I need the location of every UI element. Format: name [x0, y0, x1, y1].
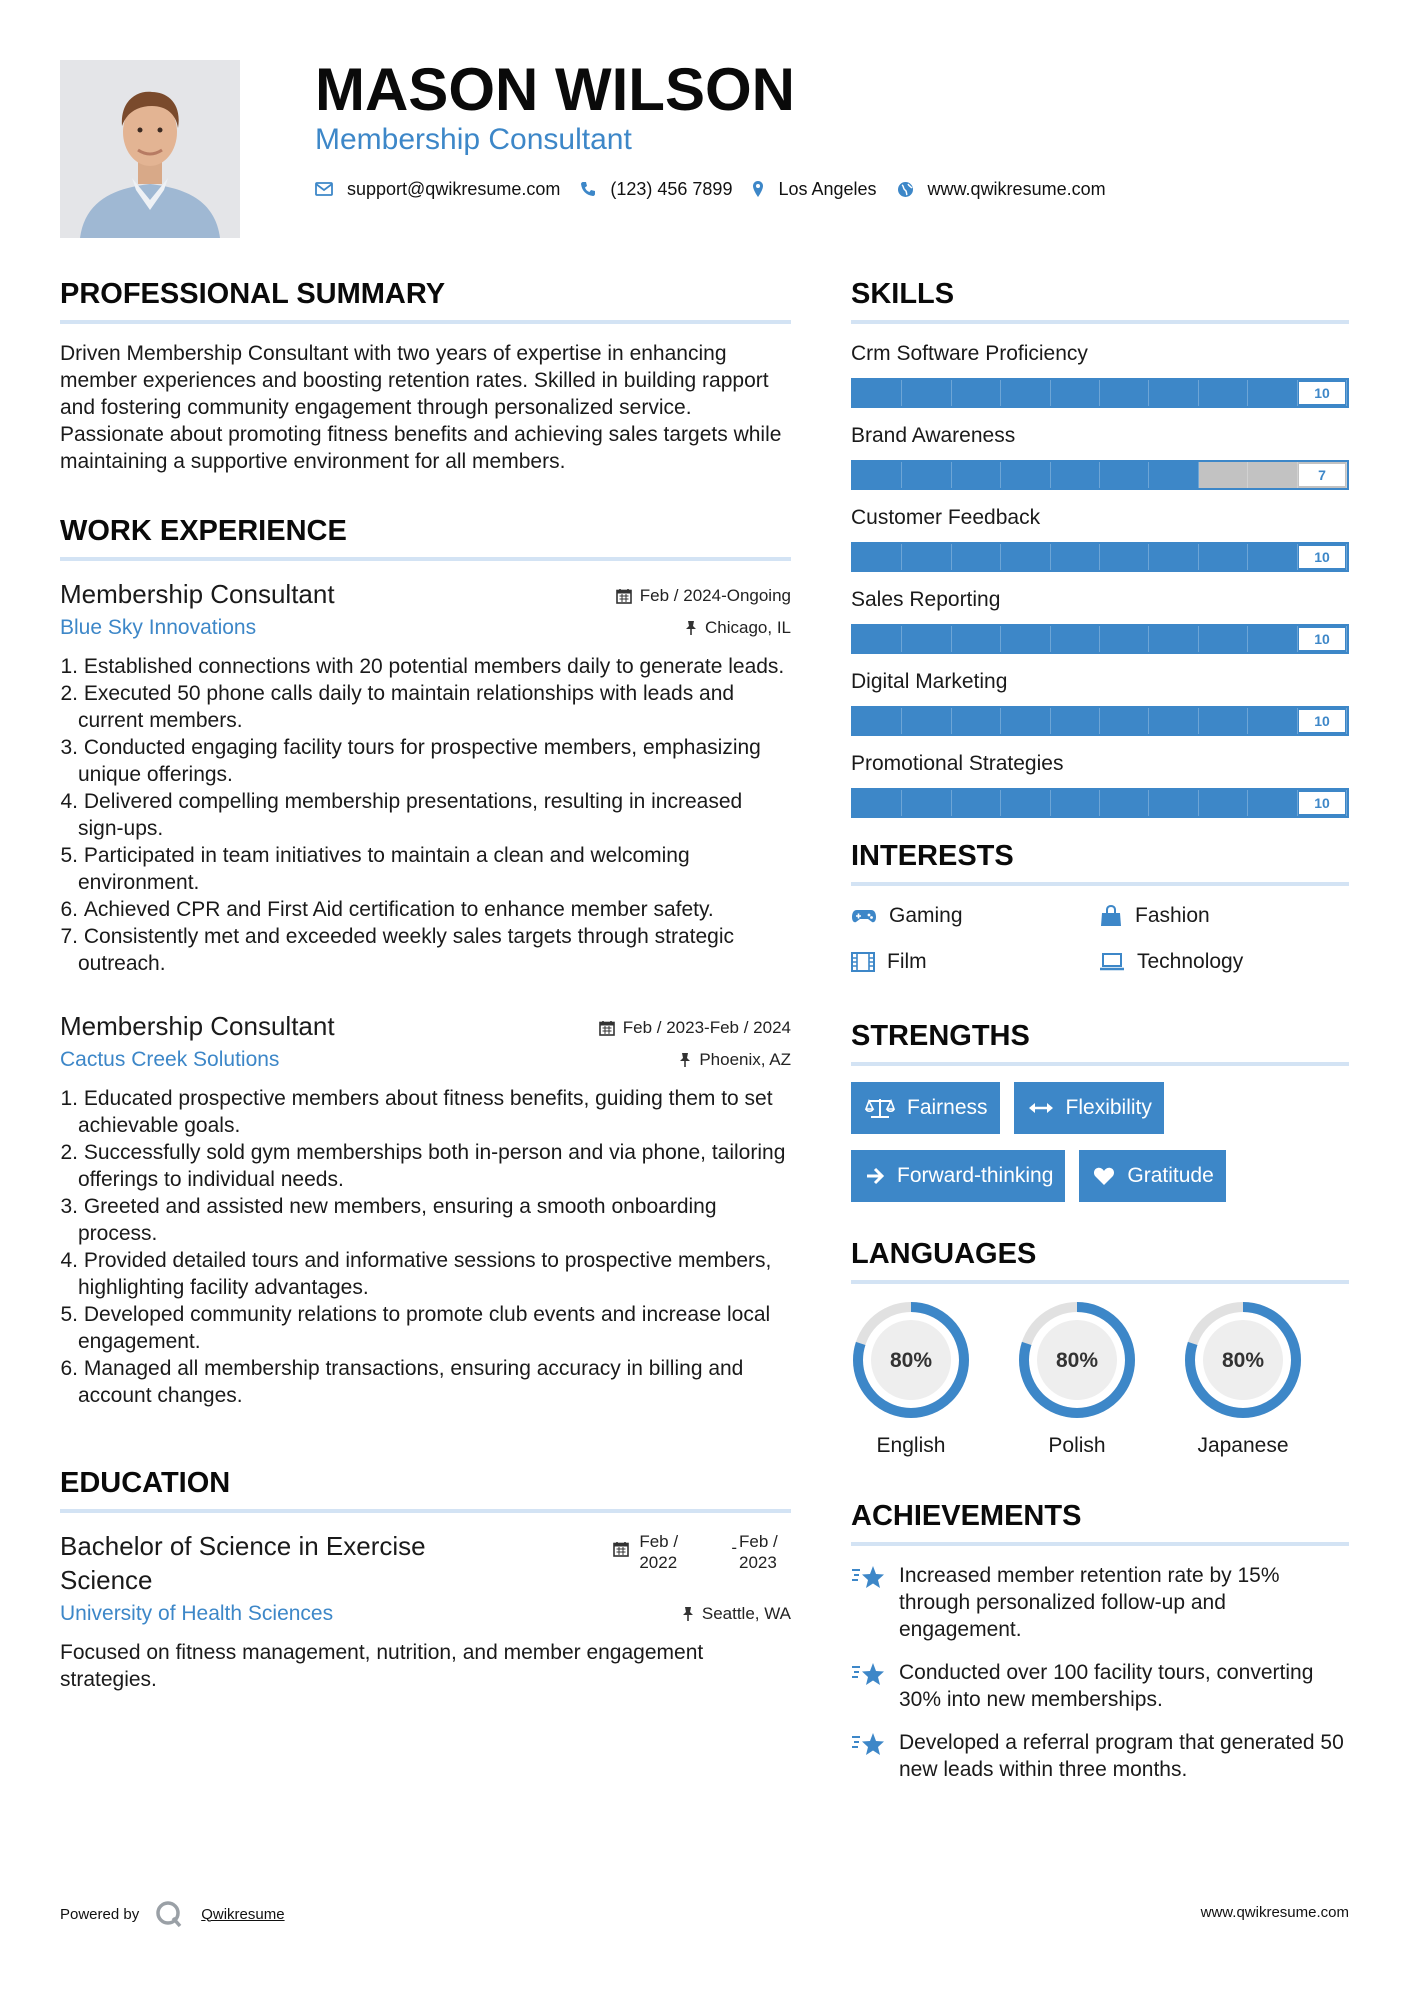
job-location: [679, 1047, 791, 1073]
skill-level-bar: [851, 624, 1349, 654]
contact-website-text: www.qwikresume.com: [927, 179, 1106, 199]
strength-tag: [1014, 1082, 1164, 1134]
skill-bar-segment: [1248, 708, 1297, 734]
skill-bar-segment: [1149, 462, 1198, 488]
skill-bar-segment: [853, 708, 902, 734]
skill-bar-segment: [1199, 544, 1248, 570]
contact-email[interactable]: [315, 176, 560, 202]
interests-section: [851, 834, 1349, 976]
skill-bar-segment: [1051, 626, 1100, 652]
skill-bar-segment: [1149, 544, 1198, 570]
experience-section: [60, 509, 791, 1409]
arrows-horizontal-icon: [1028, 1101, 1054, 1115]
skill-bar-segment: [1100, 462, 1149, 488]
skill-bar-segment: [1100, 380, 1149, 406]
school-location: [682, 1601, 791, 1627]
pin-icon: [679, 1052, 691, 1068]
skill-bar-segment: [1001, 462, 1050, 488]
list-item: 5. Developed community relations to promote club events and increase local engagement.: [60, 1303, 771, 1353]
film-icon: [851, 952, 875, 972]
language-ring: [1017, 1300, 1137, 1420]
list-item: 4. Provided detailed tours and informative sessions to prospective members, highlighting facility advantages.: [60, 1249, 772, 1299]
education-dates: [613, 1531, 791, 1573]
section-divider: [851, 1280, 1349, 1284]
language-item: [1183, 1300, 1349, 1460]
qwikresume-logo-icon: [155, 1900, 183, 1928]
bullet-text: Conducted engaging facility tours for prospective members, emphasizing unique offerings.: [78, 736, 761, 786]
job-location-text: Phoenix, AZ: [699, 1050, 791, 1069]
language-percent: 80%: [1055, 1349, 1099, 1372]
section-title: EDUCATION: [60, 1467, 231, 1499]
job-bullets: [60, 1085, 791, 1409]
skills-section: [851, 272, 1349, 818]
job-title: Membership Consultant: [60, 579, 335, 609]
interest-label: Film: [887, 950, 927, 973]
section-divider: [60, 320, 791, 324]
job-dates-text: Feb / 2024-Ongoing: [639, 586, 791, 605]
skill-score: 10: [1299, 710, 1345, 732]
contact-phone[interactable]: [580, 176, 732, 202]
achievement-item: [851, 1562, 1349, 1643]
school-name: University of Health Sciences: [60, 1602, 334, 1625]
skill-bar-segment: [1051, 544, 1100, 570]
achievement-text: Increased member retention rate by 15% through personalized follow-up and engagement.: [899, 1564, 1280, 1641]
achievement-item: [851, 1729, 1349, 1783]
skill-level-bar: [851, 542, 1349, 572]
skill-item: [851, 422, 1349, 490]
heart-icon: [1093, 1166, 1115, 1186]
skill-bar-segment: [1199, 790, 1248, 816]
skill-bar-segment: [1248, 626, 1297, 652]
skill-name: Promotional Strategies: [851, 752, 1064, 775]
strength-tag: [851, 1082, 1000, 1134]
right-column: [851, 272, 1349, 1799]
section-divider: [851, 1062, 1349, 1066]
contact-location: [752, 176, 876, 202]
skill-bar-segment: [952, 790, 1001, 816]
powered-by-text: Powered by: [60, 1905, 140, 1923]
skill-bar-segment: [952, 380, 1001, 406]
skill-bar-segment: [853, 380, 902, 406]
pin-icon: [682, 1606, 694, 1622]
language-item: [1017, 1300, 1183, 1460]
profile-photo: [60, 60, 240, 238]
list-item: 3. Conducted engaging facility tours for prospective members, emphasizing unique offerings.: [60, 736, 761, 786]
job-dates-text: Feb / 2023-Feb / 2024: [622, 1018, 791, 1037]
achievement-text: Conducted over 100 facility tours, converting 30% into new memberships.: [899, 1661, 1314, 1711]
skill-bar-segment: [902, 708, 951, 734]
skill-score: 10: [1299, 382, 1345, 404]
skill-item: [851, 750, 1349, 818]
section-divider: [60, 557, 791, 561]
calendar-icon: [613, 1541, 629, 1557]
skill-bar-segment: [1100, 708, 1149, 734]
section-divider: [60, 1509, 791, 1513]
skill-bar-segment: [952, 462, 1001, 488]
person-photo-illustration: [60, 60, 240, 238]
footer-website[interactable]: www.qwikresume.com: [1200, 1904, 1349, 1921]
job-title: Membership Consultant: [60, 1011, 335, 1041]
skill-bar-segment: [1051, 790, 1100, 816]
section-divider: [851, 320, 1349, 324]
list-item: 6. Achieved CPR and First Aid certification to enhance member safety.: [60, 898, 714, 921]
strength-label: Fairness: [907, 1096, 988, 1119]
skill-bar-segment: [1248, 544, 1297, 570]
contact-email-text: support@qwikresume.com: [347, 179, 561, 199]
globe-icon: [897, 181, 914, 198]
skill-bar-segment: [853, 462, 902, 488]
skill-bar-segment: [952, 544, 1001, 570]
list-item: 1. Educated prospective members about fitness benefits, guiding them to set achievable goals.: [60, 1087, 773, 1137]
bullet-text: Consistently met and exceeded weekly sales targets through strategic outreach.: [78, 925, 735, 975]
skill-bar-segment: [1149, 790, 1198, 816]
candidate-title: Membership Consultant: [315, 123, 632, 156]
skill-bar-segment: [1199, 626, 1248, 652]
list-item: 5. Participated in team initiatives to maintain a clean and welcoming environment.: [60, 844, 690, 894]
skill-item: [851, 586, 1349, 654]
education-section: [60, 1461, 791, 1693]
bullet-text: Executed 50 phone calls daily to maintain relationships with leads and current members.: [78, 682, 735, 732]
list-item: 1. Established connections with 20 potential members daily to generate leads.: [60, 655, 785, 678]
job-bullets: [60, 653, 791, 977]
skill-level-bar: [851, 378, 1349, 408]
section-title: STRENGTHS: [851, 1020, 1030, 1052]
job-dates: [599, 1015, 791, 1041]
skill-bar-segment: [1149, 708, 1198, 734]
list-item: 7. Consistently met and exceeded weekly sales targets through strategic outreach.: [60, 925, 735, 975]
strength-tag: [1079, 1150, 1225, 1202]
strength-label: Flexibility: [1065, 1096, 1152, 1119]
skill-level-bar: [851, 706, 1349, 736]
languages-section: [851, 1232, 1349, 1460]
skill-bar-segment: [952, 708, 1001, 734]
skill-item: [851, 668, 1349, 736]
skill-bar-segment: [902, 462, 951, 488]
achievements-section: [851, 1494, 1349, 1783]
skill-name: Customer Feedback: [851, 506, 1041, 529]
skill-bar-segment: [1001, 708, 1050, 734]
shopping-bag-icon: [1099, 905, 1123, 927]
skill-name: Brand Awareness: [851, 424, 1016, 447]
list-item: 4. Delivered compelling membership presentations, resulting in increased sign-ups.: [60, 790, 743, 840]
skill-bar-segment: [902, 626, 951, 652]
school-location-text: Seattle, WA: [701, 1604, 791, 1623]
company-name: Cactus Creek Solutions: [60, 1048, 280, 1071]
map-marker-icon: [752, 180, 764, 198]
degree-title: Bachelor of Science in Exercise Science: [60, 1531, 426, 1595]
skill-bar-segment: [1149, 626, 1198, 652]
skill-bar-segment: [902, 544, 951, 570]
interest-item: [851, 948, 1099, 976]
skill-bar-segment: [1100, 626, 1149, 652]
interest-item: [1099, 902, 1349, 930]
bullet-text: Successfully sold gym memberships both in-person and via phone, tailoring offerings to individual needs.: [78, 1141, 786, 1191]
phone-icon: [580, 181, 596, 197]
skill-bar-segment: [1001, 544, 1050, 570]
skill-name: Crm Software Proficiency: [851, 342, 1088, 365]
skill-score: 10: [1299, 628, 1345, 650]
section-title: PROFESSIONAL SUMMARY: [60, 278, 446, 310]
job-location-text: Chicago, IL: [705, 618, 791, 637]
bullet-text: Managed all membership transactions, ensuring accuracy in billing and account changes.: [78, 1357, 744, 1407]
shooting-star-icon: [851, 1661, 885, 1689]
list-item: 3. Greeted and assisted new members, ensuring a smooth onboarding process.: [60, 1195, 717, 1245]
skill-item: [851, 340, 1349, 408]
skill-bar-segment: [1001, 380, 1050, 406]
contact-phone-text: (123) 456 7899: [610, 179, 733, 199]
company-name: Blue Sky Innovations: [60, 616, 257, 639]
contact-website[interactable]: [897, 176, 1106, 202]
arrow-right-icon: [865, 1166, 885, 1186]
pin-icon: [685, 620, 697, 636]
achievement-item: [851, 1659, 1349, 1713]
skill-bar-segment: [1199, 708, 1248, 734]
skill-bar-segment: [1001, 790, 1050, 816]
bullet-text: Greeted and assisted new members, ensuring a smooth onboarding process.: [78, 1195, 717, 1245]
skill-score: 10: [1299, 546, 1345, 568]
skill-bar-segment: [1051, 462, 1100, 488]
skill-bar-segment: [1248, 790, 1297, 816]
language-name: English: [876, 1434, 946, 1457]
bullet-text: Participated in team initiatives to maintain a clean and welcoming environment.: [78, 844, 690, 894]
bullet-text: Delivered compelling membership presentations, resulting in increased sign-ups.: [78, 790, 743, 840]
skill-bar-segment: [1100, 790, 1149, 816]
language-name: Japanese: [1197, 1434, 1289, 1457]
language-ring: [851, 1300, 971, 1420]
list-item: 2. Successfully sold gym memberships both in-person and via phone, tailoring offerings to individual needs.: [60, 1141, 786, 1191]
summary-text: Driven Membership Consultant with two years of expertise in enhancing member experiences and boosting retention rates. Skilled in building rapport and fostering community engagement through personalized service. Passionate about promoting fitness benefits and achieving sales targets while maintaining a supportive environment for all members.: [60, 342, 782, 473]
education-start: Feb / 2022: [639, 1532, 679, 1572]
skill-level-bar: [851, 788, 1349, 818]
section-title: SKILLS: [851, 278, 955, 310]
skill-bar-segment: [1199, 380, 1248, 406]
shooting-star-icon: [851, 1731, 885, 1759]
bullet-text: Achieved CPR and First Aid certification to enhance member safety.: [83, 898, 714, 921]
shooting-star-icon: [851, 1564, 885, 1592]
bullet-text: Provided detailed tours and informative sessions to prospective members, highlighting facility advantages.: [78, 1249, 772, 1299]
summary-section: [60, 272, 791, 475]
contact-row: [315, 176, 1126, 202]
language-ring: [1183, 1300, 1303, 1420]
achievement-text: Developed a referral program that generated 50 new leads within three months.: [899, 1731, 1344, 1781]
section-title: WORK EXPERIENCE: [60, 515, 347, 547]
section-title: LANGUAGES: [851, 1238, 1037, 1270]
skill-bar-segment: [952, 626, 1001, 652]
envelope-icon: [315, 182, 333, 196]
section-divider: [851, 882, 1349, 886]
skill-score: 7: [1299, 464, 1345, 486]
skill-bar-segment: [902, 790, 951, 816]
interest-label: Fashion: [1135, 904, 1210, 927]
skill-bar-segment: [1248, 380, 1297, 406]
contact-location-text: Los Angeles: [778, 179, 877, 199]
skill-name: Digital Marketing: [851, 670, 1008, 693]
calendar-icon: [616, 588, 632, 604]
strength-tag: [851, 1150, 1065, 1202]
skill-score: 10: [1299, 792, 1345, 814]
left-column: [60, 272, 791, 1693]
education-dash: -: [731, 1538, 737, 1557]
skill-name: Sales Reporting: [851, 588, 1001, 611]
skill-bar-segment: [853, 544, 902, 570]
list-item: 6. Managed all membership transactions, ensuring accuracy in billing and account changes.: [60, 1357, 744, 1407]
skill-bar-segment: [1199, 462, 1248, 488]
bullet-text: Developed community relations to promote club events and increase local engagement.: [78, 1303, 771, 1353]
job-location: [685, 615, 791, 641]
job-entry: [60, 577, 791, 977]
brand-link[interactable]: Qwikresume: [201, 1905, 285, 1923]
interest-item: [1099, 948, 1349, 976]
bullet-text: Educated prospective members about fitness benefits, guiding them to set achievable goals.: [78, 1087, 773, 1137]
interest-item: [851, 902, 1099, 930]
education-description: Focused on fitness management, nutrition, and member engagement strategies.: [60, 1641, 704, 1691]
interest-label: Gaming: [889, 904, 963, 927]
skill-bar-segment: [853, 790, 902, 816]
interest-label: Technology: [1137, 950, 1244, 973]
language-item: [851, 1300, 1017, 1460]
skill-bar-segment: [853, 626, 902, 652]
language-percent: 80%: [1221, 1349, 1265, 1372]
skill-bar-segment: [1248, 462, 1297, 488]
section-title: ACHIEVEMENTS: [851, 1500, 1082, 1532]
section-title: INTERESTS: [851, 840, 1014, 872]
job-entry: [60, 1009, 791, 1409]
strengths-section: [851, 1014, 1349, 1202]
bullet-text: Established connections with 20 potential members daily to generate leads.: [83, 655, 785, 678]
laptop-icon: [1099, 953, 1125, 971]
skill-bar-segment: [1051, 380, 1100, 406]
language-name: Polish: [1048, 1434, 1106, 1457]
candidate-name: MASON WILSON: [315, 56, 795, 123]
strength-label: Gratitude: [1127, 1164, 1214, 1187]
list-item: 2. Executed 50 phone calls daily to maintain relationships with leads and current members.: [60, 682, 735, 732]
section-divider: [851, 1542, 1349, 1546]
skill-level-bar: [851, 460, 1349, 490]
gamepad-icon: [851, 908, 877, 924]
skill-bar-segment: [1149, 380, 1198, 406]
language-percent: 80%: [889, 1349, 933, 1372]
footer-powered-by: [60, 1900, 285, 1928]
skill-bar-segment: [1051, 708, 1100, 734]
education-end: Feb / 2023: [739, 1532, 778, 1572]
calendar-icon: [599, 1020, 615, 1036]
skill-bar-segment: [1100, 544, 1149, 570]
job-dates: [616, 583, 791, 609]
strength-label: Forward-thinking: [897, 1164, 1054, 1187]
skill-item: [851, 504, 1349, 572]
skill-bar-segment: [902, 380, 951, 406]
skill-bar-segment: [1001, 626, 1050, 652]
balance-scale-icon: [865, 1097, 895, 1119]
